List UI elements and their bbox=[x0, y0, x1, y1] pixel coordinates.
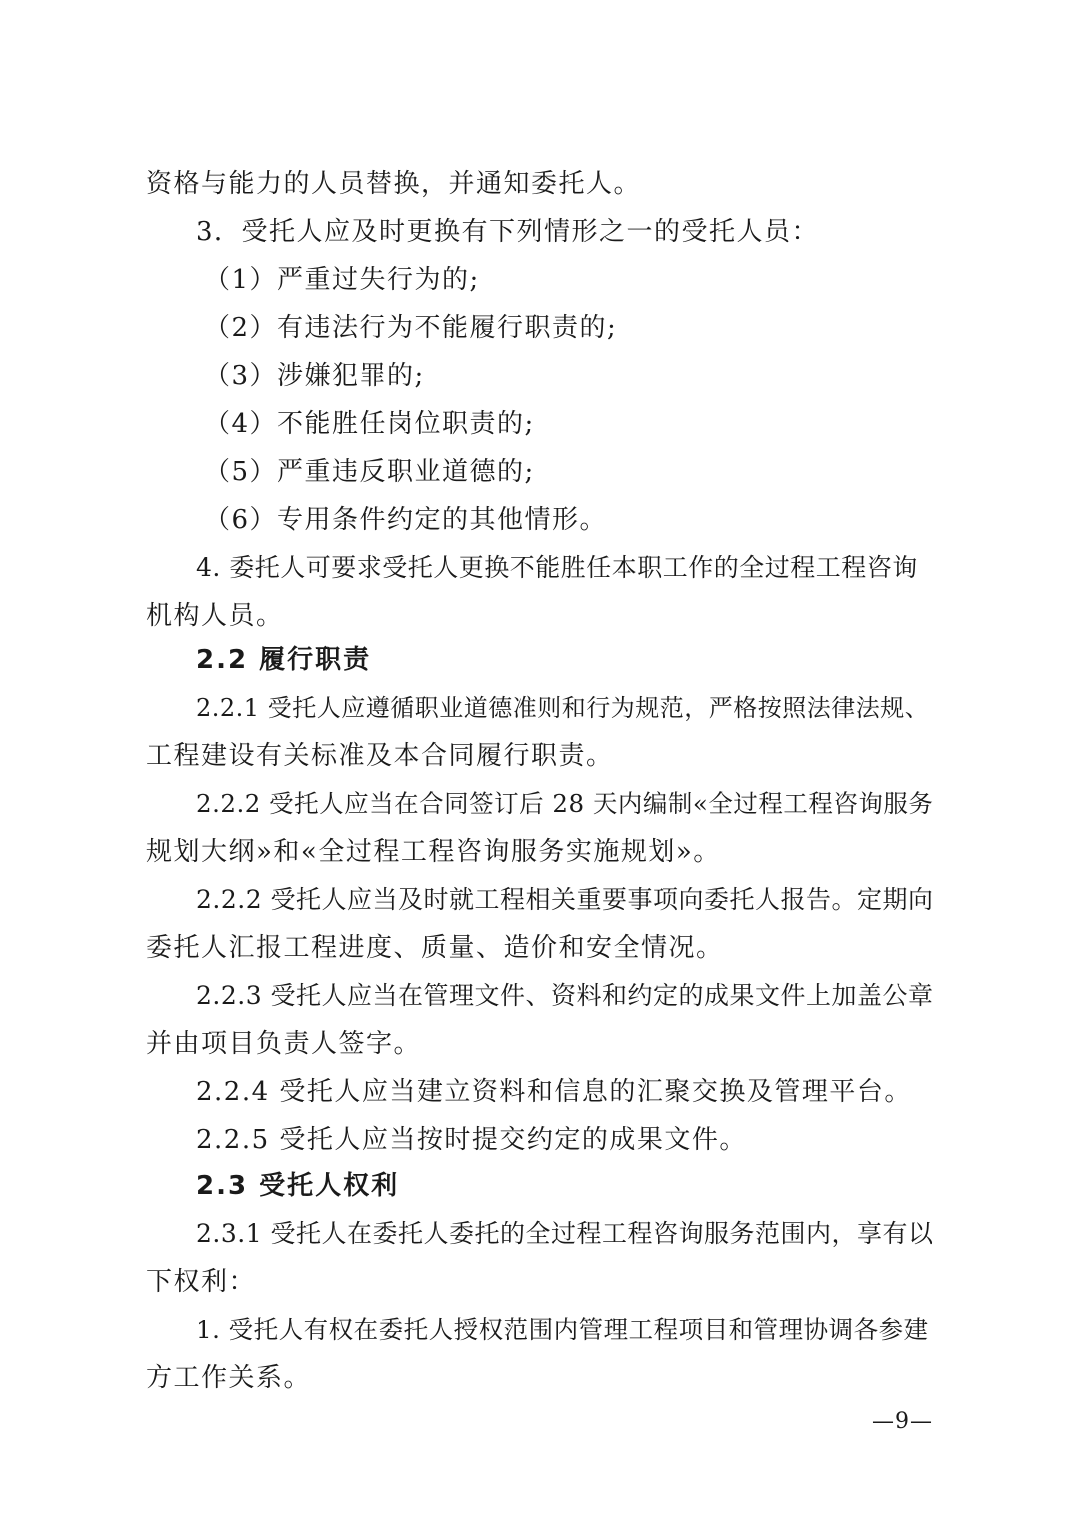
list-item: （6）专用条件约定的其他情形。 bbox=[204, 505, 608, 535]
list-item: （2）有违法行为不能履行职责的; bbox=[204, 313, 618, 343]
text-line: 并由项目负责人签字。 bbox=[146, 1029, 422, 1059]
list-item: （5）严重违反职业道德的; bbox=[204, 457, 535, 487]
text-line: 2.3.1 受托人在委托人委托的全过程工程咨询服务范围内，享有以 bbox=[196, 1219, 934, 1248]
text-line: 2.2.1 受托人应遵循职业道德准则和行为规范，严格按照法律法规、 bbox=[196, 694, 930, 722]
text-line: 工程建设有关标准及本合同履行职责。 bbox=[146, 741, 614, 771]
page-number: —9— bbox=[872, 1409, 933, 1434]
text-line: 方工作关系。 bbox=[146, 1363, 312, 1393]
text-line: 规划大纲»和«全过程工程咨询服务实施规划»。 bbox=[146, 837, 721, 867]
text-line: 资格与能力的人员替换，并通知委托人。 bbox=[146, 169, 642, 199]
text-line: 2.2.4 受托人应当建立资料和信息的汇聚交换及管理平台。 bbox=[196, 1077, 912, 1107]
text-line: 1. 受托人有权在委托人授权范围内管理工程项目和管理协调各参建 bbox=[196, 1315, 929, 1344]
text-line: 委托人汇报工程进度、质量、造价和安全情况。 bbox=[146, 933, 724, 963]
text-line: 下权利： bbox=[146, 1267, 257, 1297]
text-line: 4. 委托人可要求受托人更换不能胜任本职工作的全过程工程咨询 bbox=[196, 553, 918, 582]
text-line: 2.2.2 受托人应当及时就工程相关重要事项向委托人报告。定期向 bbox=[196, 885, 934, 914]
text-line: 机构人员。 bbox=[146, 601, 284, 631]
text-line: 2.2.3 受托人应当在管理文件、资料和约定的成果文件上加盖公章 bbox=[196, 981, 934, 1010]
list-item: （1）严重过失行为的; bbox=[204, 265, 480, 295]
section-heading: 2.2 履行职责 bbox=[196, 645, 372, 675]
list-item: （4）不能胜任岗位职责的; bbox=[204, 409, 535, 439]
text-line: 3．受托人应及时更换有下列情形之一的受托人员： bbox=[196, 217, 820, 247]
section-heading: 2.3 受托人权利 bbox=[196, 1171, 400, 1201]
text-line: 2.2.5 受托人应当按时提交约定的成果文件。 bbox=[196, 1125, 747, 1155]
list-item: （3）涉嫌犯罪的; bbox=[204, 361, 425, 391]
text-line: 2.2.2 受托人应当在合同签订后 28 天内编制«全过程工程咨询服务 bbox=[196, 789, 934, 818]
